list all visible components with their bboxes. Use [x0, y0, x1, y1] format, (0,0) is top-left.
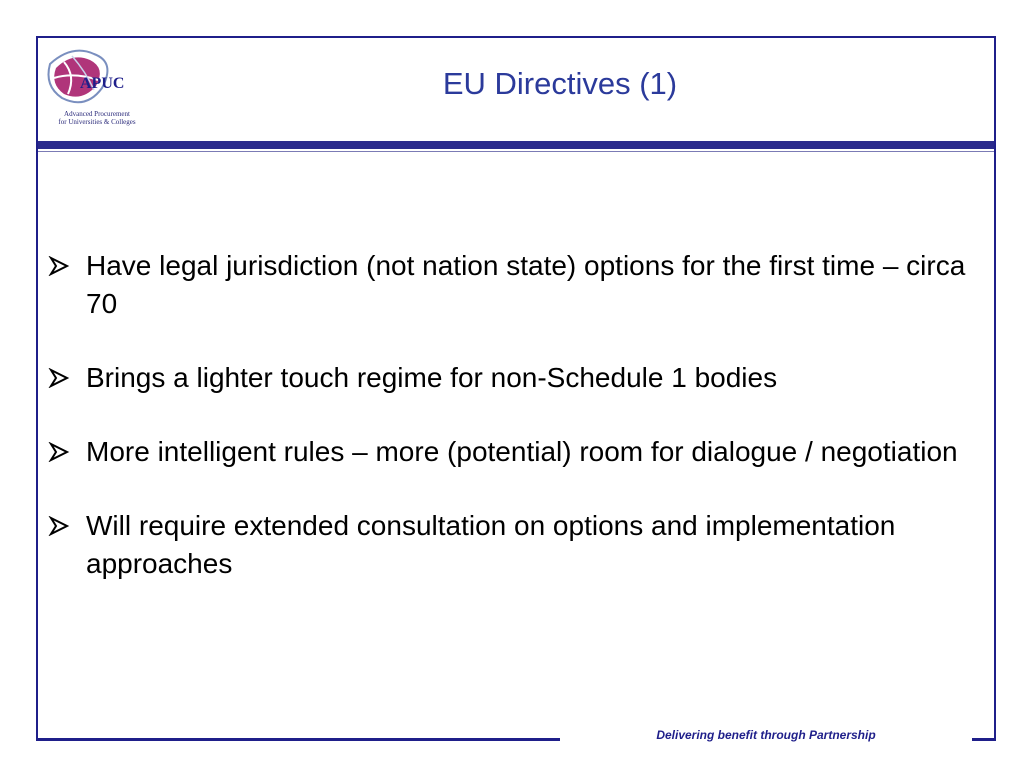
apuc-logo-icon	[42, 42, 152, 112]
frame-bottom-border-right	[972, 738, 996, 741]
arrow-bullet-icon	[48, 516, 70, 536]
header-divider-hairline	[38, 151, 994, 152]
logo-caption-line-2: for Universities & Colleges	[58, 118, 136, 126]
logo-caption	[42, 110, 152, 126]
logo-caption-line-1: Advanced Procurement	[64, 110, 130, 118]
bullet-item	[48, 433, 968, 471]
bullet-text: Have legal jurisdiction (not nation state) options for the first time – circa 70	[86, 250, 966, 319]
bullet-list	[48, 247, 968, 583]
arrow-bullet-icon	[48, 256, 70, 276]
arrow-bullet-icon	[48, 442, 70, 462]
bullet-item	[48, 359, 968, 397]
bullet-text: More intelligent rules – more (potential) room for dialogue / negotiation	[86, 436, 958, 467]
arrow-bullet-icon	[48, 368, 70, 388]
frame-bottom-border-left	[36, 738, 560, 741]
bullet-item	[48, 247, 968, 323]
bullet-text: Will require extended consultation on options and implementation approaches	[86, 510, 896, 579]
frame-top-border	[36, 36, 996, 38]
logo-wordmark: APUC	[80, 75, 125, 92]
bullet-text: Brings a lighter touch regime for non-Schedule 1 bodies	[86, 362, 778, 393]
footer-tagline: Delivering benefit through Partnership	[656, 728, 876, 742]
bullet-item	[48, 507, 968, 583]
slide-title: EU Directives (1)	[442, 66, 678, 101]
frame-right-border	[994, 36, 996, 740]
header-divider	[38, 141, 994, 149]
